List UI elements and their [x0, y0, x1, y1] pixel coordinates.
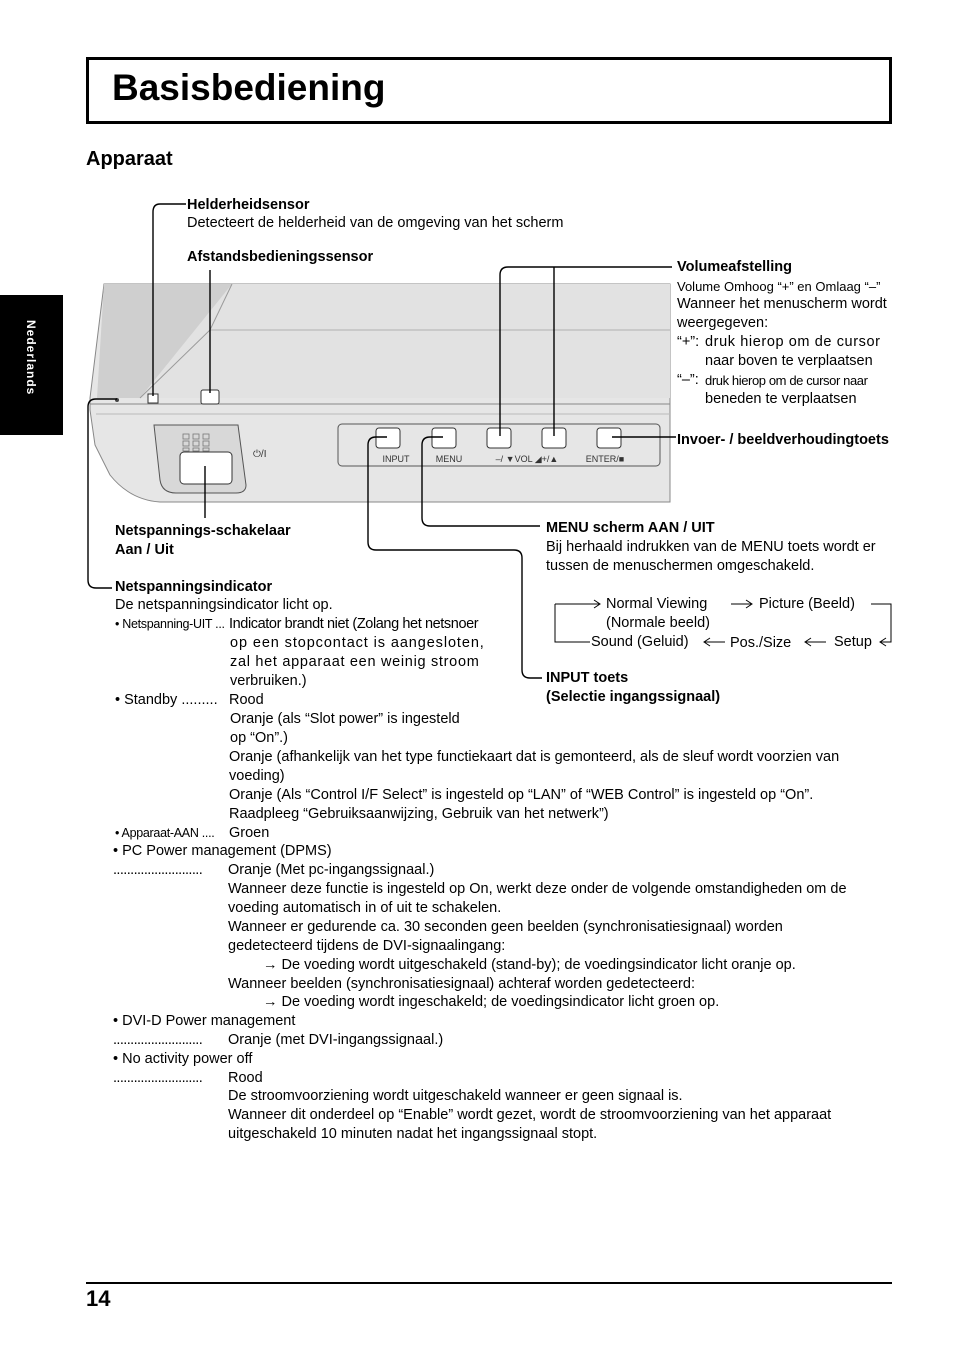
dvi-text: Oranje (met DVI-ingangssignaal.) [228, 1032, 444, 1048]
netschakelaar-title1: Netspannings-schakelaar [115, 523, 291, 539]
pc-p3a: Wanneer beelden (synchronisatiesignaal) achteraf worden gedetecteerd: [228, 976, 695, 992]
power-symbol: ⏻/I [253, 449, 267, 460]
volume-line3: weergegeven: [677, 315, 769, 331]
enter-button [597, 428, 621, 448]
standby-o2b: voeding) [229, 768, 285, 784]
pc-p2a: Wanneer er gedurende ca. 30 seconden geen beelden (synchronisatiesignaal) worden [228, 919, 783, 935]
menu-button-label: MENU [435, 454, 463, 464]
brightness-sensor-desc: Detecteert de helderheid van de omgeving van het scherm [187, 215, 564, 231]
volume-plus-key: “+”: [677, 334, 700, 350]
volume-line1: Volume Omhoog “+” en Omlaag “–” [677, 279, 881, 294]
volume-minus-text1: druk hierop om de cursor naar [705, 373, 868, 388]
page-title: Basisbediening [112, 67, 386, 108]
pc-title: • PC Power management (DPMS) [113, 843, 332, 859]
standby-o3a: Oranje (Als “Control I/F Select” is ingesteld op “LAN” of “WEB Control” is ingesteld op “On”. [229, 787, 814, 803]
aan-label: • Apparaat-AAN .... [115, 826, 215, 840]
pc-p3b: → De voeding wordt ingeschakeld; de voedingsindicator licht groen op. [263, 994, 720, 1010]
input-title2: (Selectie ingangssignaal) [546, 689, 721, 705]
section-title: Apparaat [86, 148, 173, 170]
pc-dots: .......................... [113, 862, 203, 878]
volume-title: Volumeafstelling [677, 259, 792, 275]
menu-desc1: Bij herhaald indrukken van de MENU toets wordt er [546, 539, 876, 555]
pc-text: Oranje (Met pc-ingangssignaal.) [228, 862, 435, 878]
volume-plus-text1: druk hierop om de cursor [705, 334, 881, 350]
flow-normal-sub: (Normale beeld) [606, 615, 710, 631]
uit-text2: op een stopcontact is aangesloten, [230, 635, 485, 651]
volume-minus-key: “–”: [677, 372, 699, 388]
standby-label: • Standby ......... [115, 692, 218, 708]
noact-dots: .......................... [113, 1070, 203, 1086]
noact-p1: De stroomvoorziening wordt uitgeschakeld wanneer er geen signaal is. [228, 1088, 683, 1104]
volume-line2: Wanneer het menuscherm wordt [677, 296, 887, 312]
uit-text3: zal het apparaat een weinig stroom [230, 654, 480, 670]
netschakelaar-title2: Aan / Uit [115, 542, 174, 558]
standby-o2a: Oranje (afhankelijk van het type functiekaart dat is gemonteerd, als de sleuf wordt voorzien van [229, 749, 840, 765]
volume-down-button [487, 428, 511, 448]
input-title1: INPUT toets [546, 670, 629, 686]
remote-sensor-title: Afstandsbedieningssensor [187, 249, 374, 265]
standby-o1b: op “On”.) [230, 730, 289, 746]
power-switch [180, 452, 232, 484]
flow-setup: Setup [834, 634, 872, 650]
pc-p2c: → De voeding wordt uitgeschakeld (stand-by); de voedingsindicator licht oranje op. [263, 957, 796, 973]
pc-p1a: Wanneer deze functie is ingesteld op On, werkt deze onder de volgende omstandigheden om de [228, 881, 847, 897]
flow-pos: Pos./Size [730, 635, 792, 651]
flow-normal: Normal Viewing [606, 596, 708, 612]
enter-button-label: ENTER/■ [585, 454, 625, 464]
page-number: 14 [86, 1286, 111, 1311]
uit-text1: Indicator brandt niet (Zolang het netsnoer [229, 616, 479, 632]
indicator-title: Netspanningsindicator [115, 579, 273, 595]
noact-text: Rood [228, 1070, 263, 1086]
menu-desc2: tussen de menuschermen omgeschakeld. [546, 558, 815, 574]
volume-minus-text2: beneden te verplaatsen [705, 391, 857, 407]
standby-rood: Rood [229, 692, 264, 708]
menu-title: MENU scherm AAN / UIT [546, 520, 715, 536]
input-button-label: INPUT [382, 454, 410, 464]
aan-text: Groen [229, 825, 270, 841]
footer-divider [86, 1282, 892, 1284]
indicator-desc: De netspanningsindicator licht op. [115, 597, 333, 613]
flow-picture: Picture (Beeld) [759, 596, 855, 612]
flow-sound: Sound (Geluid) [591, 634, 689, 650]
language-tab-label: Nederlands [24, 320, 38, 396]
invoer-title: Invoer- / beeldverhoudingtoets [677, 432, 889, 448]
noact-p2b: uitgeschakeld 10 minuten nadat het ingangssignaal stopt. [228, 1126, 598, 1142]
standby-o3b: Raadpleeg “Gebruiksaanwijzing, Gebruik van het netwerk”) [229, 806, 609, 822]
volume-button-label: –/ ▼VOL ◢+/▲ [495, 454, 559, 464]
pc-p2b: gedetecteerd tijdens de DVI-signaalingang: [228, 938, 506, 954]
brightness-sensor-title: Helderheidsensor [187, 197, 310, 213]
noact-p2a: Wanneer dit onderdeel op “Enable” wordt gezet, wordt de stroomvoorziening van het apparaat [228, 1107, 832, 1123]
volume-plus-text2: naar boven te verplaatsen [705, 353, 873, 369]
dvi-title: • DVI-D Power management [113, 1013, 296, 1029]
device-screen-reflection [140, 284, 670, 398]
pc-p1b: voeding automatisch in of uit te schakelen. [228, 900, 502, 916]
dvi-dots: .......................... [113, 1032, 203, 1048]
standby-o1a: Oranje (als “Slot power” is ingesteld [230, 711, 460, 727]
uit-label: • Netspanning-UIT ... [115, 617, 225, 631]
noact-title: • No activity power off [113, 1051, 253, 1067]
menu-button [432, 428, 456, 448]
uit-text4: verbruiken.) [230, 673, 307, 689]
input-button [376, 428, 400, 448]
